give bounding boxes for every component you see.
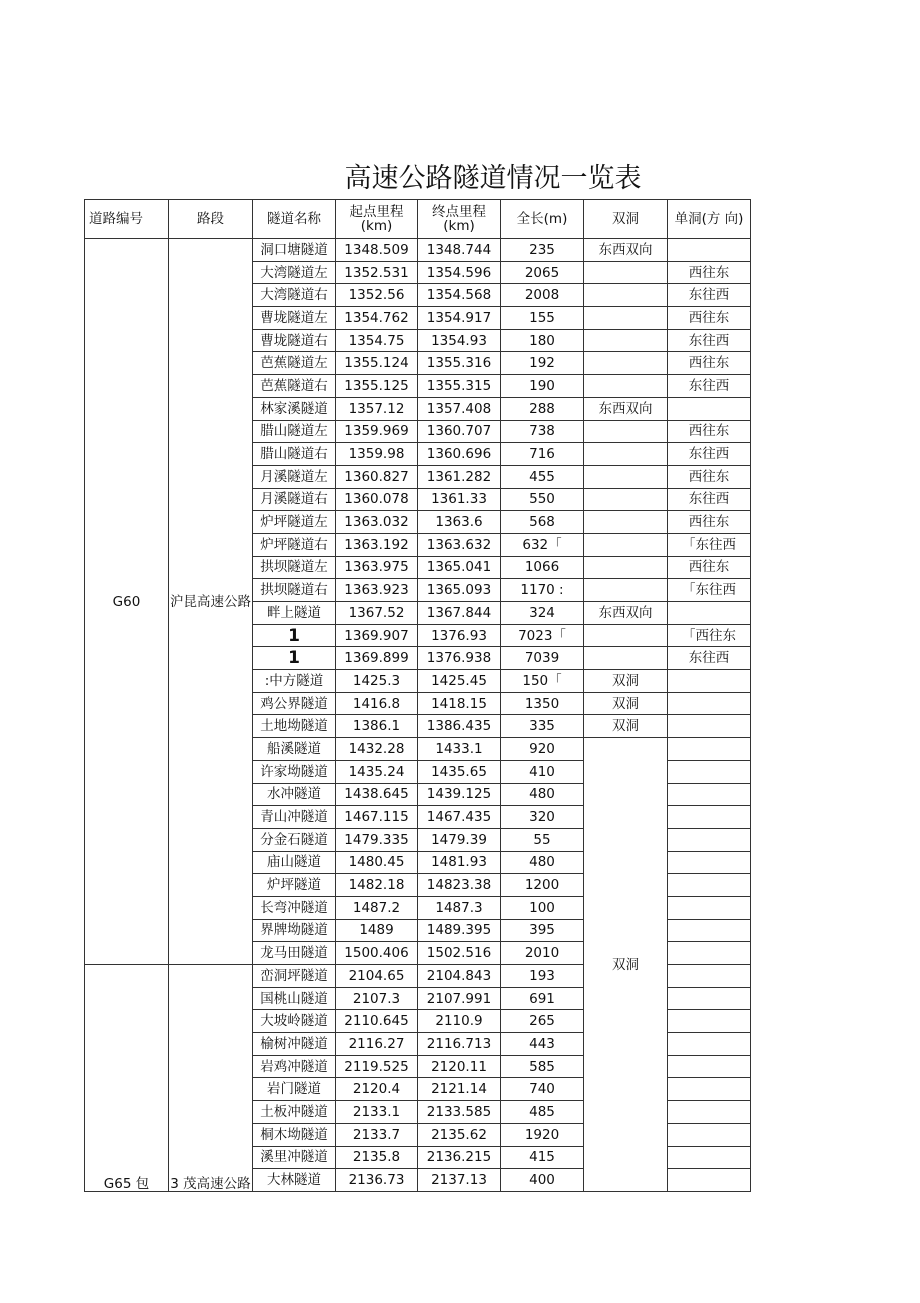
double-tunnel: 东西双向: [584, 239, 668, 262]
tunnel-name: 大湾隧道右: [253, 284, 336, 307]
single-direction: [668, 1101, 751, 1124]
single-direction: [668, 783, 751, 806]
start-km: 1359.969: [336, 420, 418, 443]
single-direction: [668, 239, 751, 262]
start-km: 1435.24: [336, 760, 418, 783]
single-direction: [668, 806, 751, 829]
single-direction: [668, 1033, 751, 1056]
start-km: 2104.65: [336, 965, 418, 988]
tunnel-name: :中方隧道: [253, 670, 336, 693]
start-km: 1355.125: [336, 375, 418, 398]
start-km: 1369.899: [336, 647, 418, 670]
length-m: 190: [501, 375, 584, 398]
header-double: 双洞: [584, 200, 668, 239]
length-m: 193: [501, 965, 584, 988]
start-km: 2133.7: [336, 1123, 418, 1146]
start-km: 1438.645: [336, 783, 418, 806]
end-km: 1467.435: [418, 806, 501, 829]
single-direction: 西往东: [668, 261, 751, 284]
tunnel-name: 洞口塘隧道: [253, 239, 336, 262]
single-direction: [668, 602, 751, 625]
single-direction: 「西往东: [668, 624, 751, 647]
length-m: 585: [501, 1055, 584, 1078]
end-km: 1361.282: [418, 465, 501, 488]
start-km: 1369.907: [336, 624, 418, 647]
start-km: 1363.923: [336, 579, 418, 602]
length-m: 455: [501, 465, 584, 488]
single-direction: [668, 874, 751, 897]
double-tunnel: [584, 556, 668, 579]
double-tunnel: [584, 284, 668, 307]
double-tunnel: [584, 579, 668, 602]
end-km: 1376.93: [418, 624, 501, 647]
start-km: 2107.3: [336, 987, 418, 1010]
end-km: 1354.917: [418, 307, 501, 330]
double-tunnel: 双洞: [584, 715, 668, 738]
start-km: 1363.032: [336, 511, 418, 534]
length-m: 235: [501, 239, 584, 262]
end-km: 1479.39: [418, 828, 501, 851]
end-km: 2137.13: [418, 1169, 501, 1192]
tunnel-name: 桐木坳隧道: [253, 1123, 336, 1146]
length-m: 920: [501, 738, 584, 761]
end-km: 1355.315: [418, 375, 501, 398]
end-km: 1489.395: [418, 919, 501, 942]
double-tunnel: [584, 375, 668, 398]
end-km: 1354.596: [418, 261, 501, 284]
start-km: 2120.4: [336, 1078, 418, 1101]
end-km: 1435.65: [418, 760, 501, 783]
length-m: 415: [501, 1146, 584, 1169]
tunnel-name: 国桃山隧道: [253, 987, 336, 1010]
double-tunnel: [584, 647, 668, 670]
length-m: 55: [501, 828, 584, 851]
single-direction: [668, 670, 751, 693]
tunnel-table: [84, 199, 751, 1192]
length-m: 2065: [501, 261, 584, 284]
start-km: 2116.27: [336, 1033, 418, 1056]
table-header-row: [85, 200, 751, 239]
single-direction: [668, 760, 751, 783]
single-direction: 「东往西: [668, 533, 751, 556]
start-km: 1386.1: [336, 715, 418, 738]
end-km: 1433.1: [418, 738, 501, 761]
end-km: 1367.844: [418, 602, 501, 625]
start-km: 2119.525: [336, 1055, 418, 1078]
end-km: 2120.11: [418, 1055, 501, 1078]
header-single: 单洞(方 向): [668, 200, 751, 239]
end-km: 1502.516: [418, 942, 501, 965]
tunnel-name: 1: [253, 624, 336, 647]
tunnel-name: 芭蕉隧道右: [253, 375, 336, 398]
end-km: 1357.408: [418, 397, 501, 420]
single-direction: 东往西: [668, 284, 751, 307]
start-km: 1367.52: [336, 602, 418, 625]
length-m: 324: [501, 602, 584, 625]
tunnel-name: 月溪隧道左: [253, 465, 336, 488]
end-km: 2133.585: [418, 1101, 501, 1124]
end-km: 2110.9: [418, 1010, 501, 1033]
single-direction: [668, 987, 751, 1010]
single-direction: [668, 896, 751, 919]
tunnel-name: 分金石隧道: [253, 828, 336, 851]
start-km: 1360.827: [336, 465, 418, 488]
end-km: 1376.938: [418, 647, 501, 670]
single-direction: 西往东: [668, 352, 751, 375]
start-km: 1487.2: [336, 896, 418, 919]
header-end: 终点里程(km): [418, 200, 501, 239]
start-km: 1352.56: [336, 284, 418, 307]
end-km: 1365.041: [418, 556, 501, 579]
tunnel-name: 界牌坳隧道: [253, 919, 336, 942]
end-km: 1360.696: [418, 443, 501, 466]
start-km: 1480.45: [336, 851, 418, 874]
start-km: 1354.762: [336, 307, 418, 330]
start-km: 2136.73: [336, 1169, 418, 1192]
single-direction: [668, 1169, 751, 1192]
double-tunnel: [584, 443, 668, 466]
length-m: 485: [501, 1101, 584, 1124]
header-length: 全长(m): [501, 200, 584, 239]
header-start: 起点里程(km): [336, 200, 418, 239]
length-m: 568: [501, 511, 584, 534]
double-tunnel: [584, 533, 668, 556]
single-direction: 西往东: [668, 465, 751, 488]
end-km: 1361.33: [418, 488, 501, 511]
end-km: 1363.6: [418, 511, 501, 534]
end-km: 2104.843: [418, 965, 501, 988]
double-tunnel: [584, 624, 668, 647]
length-m: 180: [501, 329, 584, 352]
length-m: 1066: [501, 556, 584, 579]
end-km: 1348.744: [418, 239, 501, 262]
single-direction: [668, 1055, 751, 1078]
start-km: 1355.124: [336, 352, 418, 375]
length-m: 410: [501, 760, 584, 783]
length-m: 1920: [501, 1123, 584, 1146]
single-direction: [668, 397, 751, 420]
start-km: 1432.28: [336, 738, 418, 761]
double-tunnel: [584, 352, 668, 375]
double-tunnel: 东西双向: [584, 397, 668, 420]
start-km: 1359.98: [336, 443, 418, 466]
length-m: 716: [501, 443, 584, 466]
single-direction: 「东往西: [668, 579, 751, 602]
end-km: 2121.14: [418, 1078, 501, 1101]
length-m: 320: [501, 806, 584, 829]
double-tunnel: [584, 261, 668, 284]
start-km: 2135.8: [336, 1146, 418, 1169]
single-direction: [668, 965, 751, 988]
start-km: 1489: [336, 919, 418, 942]
tunnel-name: 腊山隧道右: [253, 443, 336, 466]
length-m: 443: [501, 1033, 584, 1056]
length-m: 2008: [501, 284, 584, 307]
length-m: 400: [501, 1169, 584, 1192]
length-m: 1170 :: [501, 579, 584, 602]
end-km: 1418.15: [418, 692, 501, 715]
start-km: 1479.335: [336, 828, 418, 851]
end-km: 2107.991: [418, 987, 501, 1010]
tunnel-name: 庙山隧道: [253, 851, 336, 874]
section-g65: 3 茂高速公路: [169, 965, 253, 1192]
table-row: [85, 239, 751, 262]
tunnel-name: 水冲隧道: [253, 783, 336, 806]
header-road: 道路编号: [85, 200, 169, 239]
length-m: 335: [501, 715, 584, 738]
double-tunnel: [584, 420, 668, 443]
tunnel-name: 曹垅隧道左: [253, 307, 336, 330]
header-name: 隧道名称: [253, 200, 336, 239]
single-direction: [668, 851, 751, 874]
start-km: 1357.12: [336, 397, 418, 420]
length-m: 480: [501, 851, 584, 874]
length-m: 395: [501, 919, 584, 942]
single-direction: [668, 1146, 751, 1169]
tunnel-name: 大坡岭隧道: [253, 1010, 336, 1033]
tunnel-name: 船溪隧道: [253, 738, 336, 761]
double-tunnel: 双洞: [584, 692, 668, 715]
start-km: 1354.75: [336, 329, 418, 352]
length-m: 740: [501, 1078, 584, 1101]
tunnel-name: 土板冲隧道: [253, 1101, 336, 1124]
length-m: 7023「: [501, 624, 584, 647]
end-km: 1487.3: [418, 896, 501, 919]
tunnel-name: 青山冲隧道: [253, 806, 336, 829]
length-m: 265: [501, 1010, 584, 1033]
end-km: 14823.38: [418, 874, 501, 897]
single-direction: [668, 1010, 751, 1033]
tunnel-name: 大湾隧道左: [253, 261, 336, 284]
double-tunnel: [584, 488, 668, 511]
double-tunnel-merged: 双洞: [584, 738, 668, 1192]
single-direction: [668, 1123, 751, 1146]
length-m: 150「: [501, 670, 584, 693]
start-km: 1363.192: [336, 533, 418, 556]
tunnel-name: 峦洞坪隧道: [253, 965, 336, 988]
end-km: 1354.93: [418, 329, 501, 352]
length-m: 100: [501, 896, 584, 919]
end-km: 1481.93: [418, 851, 501, 874]
start-km: 1482.18: [336, 874, 418, 897]
single-direction: 西往东: [668, 420, 751, 443]
double-tunnel: [584, 307, 668, 330]
double-tunnel: [584, 329, 668, 352]
tunnel-name: 炉坪隧道右: [253, 533, 336, 556]
end-km: 1360.707: [418, 420, 501, 443]
tunnel-name: 岩门隧道: [253, 1078, 336, 1101]
tunnel-name: 炉坪隧道: [253, 874, 336, 897]
tunnel-name: 拱坝隧道左: [253, 556, 336, 579]
start-km: 1348.509: [336, 239, 418, 262]
length-m: 1350: [501, 692, 584, 715]
tunnel-name: 畔上隧道: [253, 602, 336, 625]
single-direction: [668, 738, 751, 761]
double-tunnel: [584, 465, 668, 488]
start-km: 2110.645: [336, 1010, 418, 1033]
tunnel-name: 鸡公界隧道: [253, 692, 336, 715]
tunnel-name: 许家坳隧道: [253, 760, 336, 783]
tunnel-name: 溪里冲隧道: [253, 1146, 336, 1169]
tunnel-name: 大林隧道: [253, 1169, 336, 1192]
tunnel-name: 曹垅隧道右: [253, 329, 336, 352]
start-km: 1352.531: [336, 261, 418, 284]
single-direction: 西往东: [668, 511, 751, 534]
length-m: 1200: [501, 874, 584, 897]
length-m: 691: [501, 987, 584, 1010]
length-m: 288: [501, 397, 584, 420]
tunnel-name: 芭蕉隧道左: [253, 352, 336, 375]
header-section: 路段: [169, 200, 253, 239]
start-km: 1363.975: [336, 556, 418, 579]
length-m: 7039: [501, 647, 584, 670]
single-direction: [668, 1078, 751, 1101]
end-km: 1386.435: [418, 715, 501, 738]
start-km: 1425.3: [336, 670, 418, 693]
start-km: 2133.1: [336, 1101, 418, 1124]
length-m: 738: [501, 420, 584, 443]
single-direction: [668, 715, 751, 738]
length-m: 550: [501, 488, 584, 511]
end-km: 2135.62: [418, 1123, 501, 1146]
section-g60: 沪昆高速公路: [169, 239, 253, 965]
single-direction: 东往西: [668, 647, 751, 670]
tunnel-name: 土地坳隧道: [253, 715, 336, 738]
tunnel-name: 1: [253, 647, 336, 670]
single-direction: [668, 692, 751, 715]
length-m: 192: [501, 352, 584, 375]
end-km: 1363.632: [418, 533, 501, 556]
tunnel-table-body: [85, 200, 751, 1192]
tunnel-name: 炉坪隧道左: [253, 511, 336, 534]
tunnel-name: 龙马田隧道: [253, 942, 336, 965]
page-title: 高速公路隧道情况一览表: [344, 163, 642, 194]
road-g60: G60: [85, 239, 169, 965]
end-km: 1355.316: [418, 352, 501, 375]
single-direction: [668, 828, 751, 851]
single-direction: 西往东: [668, 556, 751, 579]
single-direction: 东往西: [668, 329, 751, 352]
tunnel-name: 月溪隧道右: [253, 488, 336, 511]
start-km: 1467.115: [336, 806, 418, 829]
single-direction: [668, 919, 751, 942]
tunnel-name: 榆树冲隧道: [253, 1033, 336, 1056]
single-direction: 东往西: [668, 488, 751, 511]
double-tunnel: [584, 511, 668, 534]
end-km: 1354.568: [418, 284, 501, 307]
start-km: 1500.406: [336, 942, 418, 965]
start-km: 1416.8: [336, 692, 418, 715]
end-km: 2116.713: [418, 1033, 501, 1056]
tunnel-name: 岩鸡冲隧道: [253, 1055, 336, 1078]
length-m: 2010: [501, 942, 584, 965]
double-tunnel: 双洞: [584, 670, 668, 693]
end-km: 1425.45: [418, 670, 501, 693]
tunnel-name: 拱坝隧道右: [253, 579, 336, 602]
length-m: 632「: [501, 533, 584, 556]
tunnel-name: 林家溪隧道: [253, 397, 336, 420]
start-km: 1360.078: [336, 488, 418, 511]
end-km: 1365.093: [418, 579, 501, 602]
single-direction: [668, 942, 751, 965]
double-tunnel: 东西双向: [584, 602, 668, 625]
road-g65: G65 包: [85, 965, 169, 1192]
end-km: 2136.215: [418, 1146, 501, 1169]
end-km: 1439.125: [418, 783, 501, 806]
tunnel-name: 长弯冲隧道: [253, 896, 336, 919]
length-m: 155: [501, 307, 584, 330]
single-direction: 东往西: [668, 443, 751, 466]
single-direction: 东往西: [668, 375, 751, 398]
single-direction: 西往东: [668, 307, 751, 330]
length-m: 480: [501, 783, 584, 806]
tunnel-name: 腊山隧道左: [253, 420, 336, 443]
